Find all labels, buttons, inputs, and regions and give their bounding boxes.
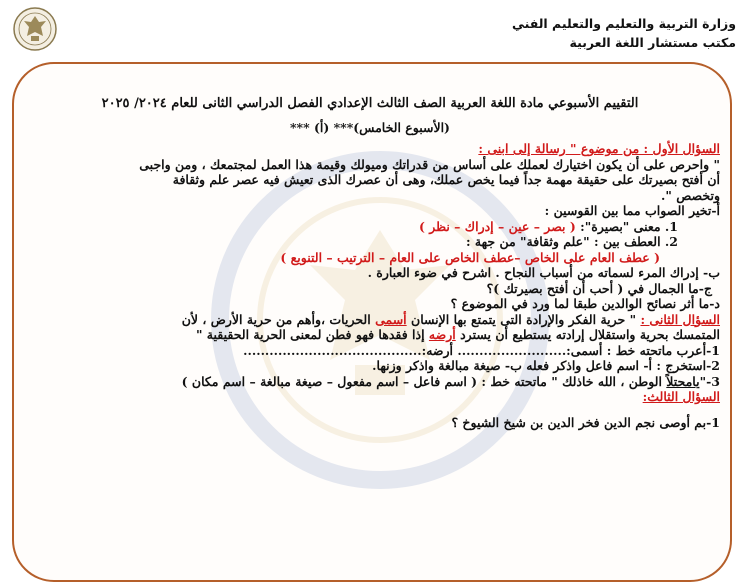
q2-passage-1a: " حرية الفكر والإرادة التى يتمتع بها الإنسان bbox=[411, 311, 637, 327]
q2-item-3-options: ( اسم فاعل – اسم مفعول – صيغة مبالغة – اسم مكان ) bbox=[181, 373, 478, 389]
egypt-eagle-seal-icon bbox=[12, 6, 58, 52]
q1-passage-2: أن أفتح بصيرتك على حقيقة مهمة جداً فيما يخص عملك، وهى أن عصرك الذى تعيش فيه عصر علم وثقافة bbox=[172, 172, 720, 187]
q3-label bbox=[20, 389, 720, 405]
q2-highlight-ard: أرضه bbox=[428, 327, 456, 342]
q2-item-2: 2-استخرج : أ- اسم فاعل واذكر فعله ب- صيغة مبالغة واذكر وزنها. bbox=[372, 358, 720, 373]
q1-item-2: 2. العطف بين : "علم وثقافة" من جهة : bbox=[465, 234, 678, 249]
q3-item-1: 1-بم أوصى نجم الدين فخر الدين بن شيخ الشيوخ ؟ bbox=[451, 414, 720, 430]
q2-passage-2a: المتمسك بحرية واستقلال إرادته يستطيع أن يسترد bbox=[460, 327, 720, 342]
q1-passage-1: " واحرص على أن يكون اختيارك لعملك على أساس من قدراتك وميولك وقيمة هذا العمل لمجتمعك ، ومن واجبى bbox=[139, 156, 720, 172]
q2-highlight-asma: أسمى bbox=[375, 311, 407, 327]
q1-item-1-options: ( بصر – عين – إدراك – نظر ) bbox=[418, 218, 576, 234]
q1-part-c: ج-ما الجمال في ( أحب أن أفتح بصيرتك )؟ bbox=[486, 280, 712, 296]
q2-line-2 bbox=[20, 327, 720, 343]
q1-choose-heading: أ-تخير الصواب مما بين القوسين : bbox=[544, 203, 720, 218]
q1-part-d: د-ما أثر نصائح الوالدين طبقا لما ورد في الموضوع ؟ bbox=[450, 296, 720, 311]
q1-item-2-options: ( عطف العام على الخاص –عطف الخاص على العام – الترتيب – التنويع ) bbox=[280, 249, 660, 265]
q2-item-3a: 3-" bbox=[699, 373, 720, 389]
q2-item-3 bbox=[20, 374, 720, 390]
q1-item-1-label: 1. معنى "بصيرة": bbox=[580, 218, 678, 234]
q1-label bbox=[20, 141, 720, 157]
exam-title: التقييم الأسبوعي مادة اللغة العربية الصف الثالث الإعدادي الفصل الدراسي الثانى للعام ٢٠٢٤/ ٢٠٢٥ bbox=[101, 96, 639, 111]
q2-item-1: 1-أعرب ماتحته خط : أسمى:......................... أرضه:......................................... bbox=[243, 342, 720, 358]
q2-line-1 bbox=[20, 312, 720, 328]
office-name: مكتب مستشار اللغة العربية bbox=[569, 35, 736, 50]
q2-label: السؤال الثانى : bbox=[640, 311, 720, 327]
q1-item-1 bbox=[20, 219, 720, 235]
week-subtitle: (الأسبوع الخامس)*** (أ) *** bbox=[290, 119, 450, 135]
q3-label-text: السؤال الثالث: bbox=[642, 389, 720, 404]
exam-content bbox=[20, 96, 720, 430]
q2-item-3-highlight: يامحتلاً bbox=[666, 373, 700, 389]
ministry-name: وزارة التربية والتعليم والتعليم الفني bbox=[511, 16, 736, 31]
q1-passage-3: وتخصص ". bbox=[661, 187, 720, 203]
q1-part-b: ب- إدراك المرء لسماته من أسباب النجاح . اشرح في ضوء العبارة . bbox=[367, 265, 720, 280]
q1-label-text: السؤال الأول : من موضوع " رسالة إلى ابنى : bbox=[478, 141, 720, 156]
q2-passage-2b: إذا فقدها فهو فطن لمعنى الحرية الحقيقية " bbox=[195, 327, 425, 342]
ministry-header bbox=[506, 14, 736, 52]
q2-passage-1b: الحريات ،وأهم من حرية الأرض ، لأن bbox=[181, 311, 371, 327]
q2-item-3b: الوطن ، الله خاذلك " ماتحته خط : bbox=[481, 373, 662, 389]
